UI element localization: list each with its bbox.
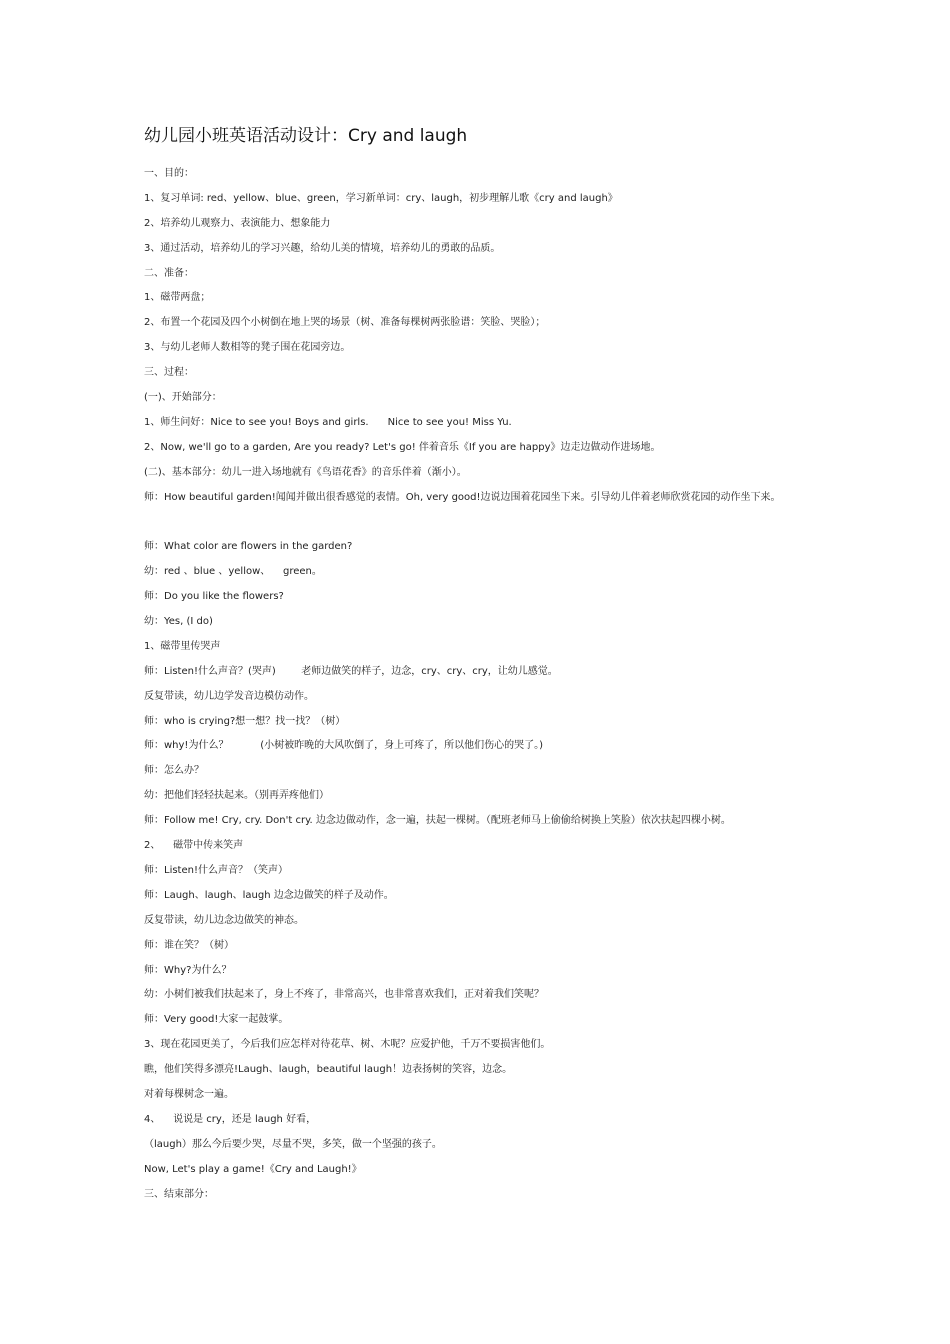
paragraph-line: 三、结束部分： [144, 1188, 214, 1200]
paragraph-line: 幼：小树们被我们扶起来了，身上不疼了，非常高兴，也非常喜欢我们，正对着我们笑呢？ [144, 989, 544, 1001]
paragraph-line: 1、磁带里传哭声 [144, 640, 221, 652]
paragraph-line: (二)、基本部分：幼儿一进入场地就有《鸟语花香》的音乐伴着（渐小）。 [144, 466, 467, 478]
paragraph-line: 师：Very good!大家一起鼓掌。 [144, 1014, 289, 1026]
paragraph-line: 幼：red 、blue 、yellow、 green。 [144, 566, 322, 578]
paragraph-line [144, 510, 834, 535]
paragraph-line: 师：Follow me! Cry, cry. Don't cry. 边念边做动作，念一遍，扶起一棵树。（配班老师马上偷偷给树换上笑脸）依次扶起四棵小树。 [144, 815, 731, 827]
paragraph-line: 2、培养幼儿观察力、表演能力、想象能力 [144, 217, 331, 229]
paragraph-line: 一、目的： [144, 168, 194, 179]
paragraph-line: 反复带读，幼儿边念边做笑的神态。 [144, 914, 304, 926]
paragraph-line: 幼：把他们轻轻扶起来。（别再弄疼他们） [144, 790, 329, 802]
paragraph-line: 师：How beautiful garden!闻闻并做出很香感觉的表情。Oh, very good!边说边围着花园坐下来。引导幼儿伴着老师欣赏花园的动作坐下来。 [144, 491, 781, 503]
paragraph-line: 二、准备： [144, 267, 194, 279]
paragraph-line: 三、过程： [144, 367, 194, 379]
paragraph-line: 师：Listen!什么声音？（笑声） [144, 864, 288, 876]
paragraph-line: 瞧，他们笑得多漂亮!Laugh、laugh，beautiful laugh！边表扬树的笑容，边念。 [144, 1064, 513, 1076]
paragraph-line: 师：Do you like the flowers? [144, 591, 284, 603]
paragraph-line: 4、 说说是 cry，还是 laugh 好看， [144, 1113, 317, 1125]
paragraph-line: 2、布置一个花园及四个小树倒在地上哭的场景（树、准备每棵树两张脸谱：笑脸、哭脸）； [144, 317, 546, 329]
document-body [144, 162, 834, 1207]
paragraph-line: 师：怎么办？ [144, 765, 204, 777]
paragraph-line: (一)、开始部分： [144, 392, 222, 404]
paragraph-line: 对着每棵树念一遍。 [144, 1088, 234, 1100]
paragraph-line: 幼：Yes, (I do) [144, 616, 213, 628]
paragraph-line: 师：Why?为什么？ [144, 964, 232, 976]
paragraph-line: 2、 磁带中传来笑声 [144, 840, 244, 852]
paragraph-line: 3、通过活动，培养幼儿的学习兴趣，给幼儿美的情境，培养幼儿的勇敢的品质。 [144, 242, 501, 254]
paragraph-line: （laugh）那么今后要少哭，尽量不哭，多笑，做一个坚强的孩子。 [144, 1138, 442, 1150]
document-title: 幼儿园小班英语活动设计：Cry and laugh [144, 126, 468, 146]
paragraph-line: 师：Laugh、laugh、laugh 边念边做笑的样子及动作。 [144, 889, 394, 901]
paragraph-line: 1、磁带两盘； [144, 292, 211, 304]
paragraph-line: 3、与幼儿老师人数相等的凳子围在花园旁边。 [144, 342, 351, 354]
paragraph-line: 师：Listen!什么声音？(哭声) 老师边做笑的样子，边念，cry、cry、cry，让幼儿感觉。 [144, 665, 558, 677]
paragraph-line: 1、复习单词: red、yellow、blue、green，学习新单词：cry、laugh，初步理解儿歌《cry and laugh》 [144, 192, 618, 204]
paragraph-line: 师：why!为什么？ (小树被昨晚的大风吹倒了，身上可疼了，所以他们伤心的哭了。) [144, 740, 544, 752]
paragraph-line: Now, Let's play a game!《Cry and Laugh!》 [144, 1163, 362, 1175]
paragraph-line: 1、师生问好：Nice to see you! Boys and girls. Nice to see you! Miss Yu. [144, 416, 512, 428]
paragraph-line: 反复带读，幼儿边学发音边模仿动作。 [144, 690, 314, 702]
paragraph-line: 3、现在花园更美了，今后我们应怎样对待花草、树、木呢？应爱护他，千万不要损害他们。 [144, 1039, 551, 1051]
paragraph-line: 2、Now, we'll go to a garden, Are you ready? Let's go! 伴着音乐《If you are happy》边走边做动作进场地。 [144, 441, 661, 453]
paragraph-line: 师：谁在笑？（树） [144, 939, 234, 951]
paragraph-line: 师：who is crying?想一想？找一找？（树） [144, 715, 346, 727]
paragraph-line: 师：What color are flowers in the garden? [144, 541, 353, 553]
